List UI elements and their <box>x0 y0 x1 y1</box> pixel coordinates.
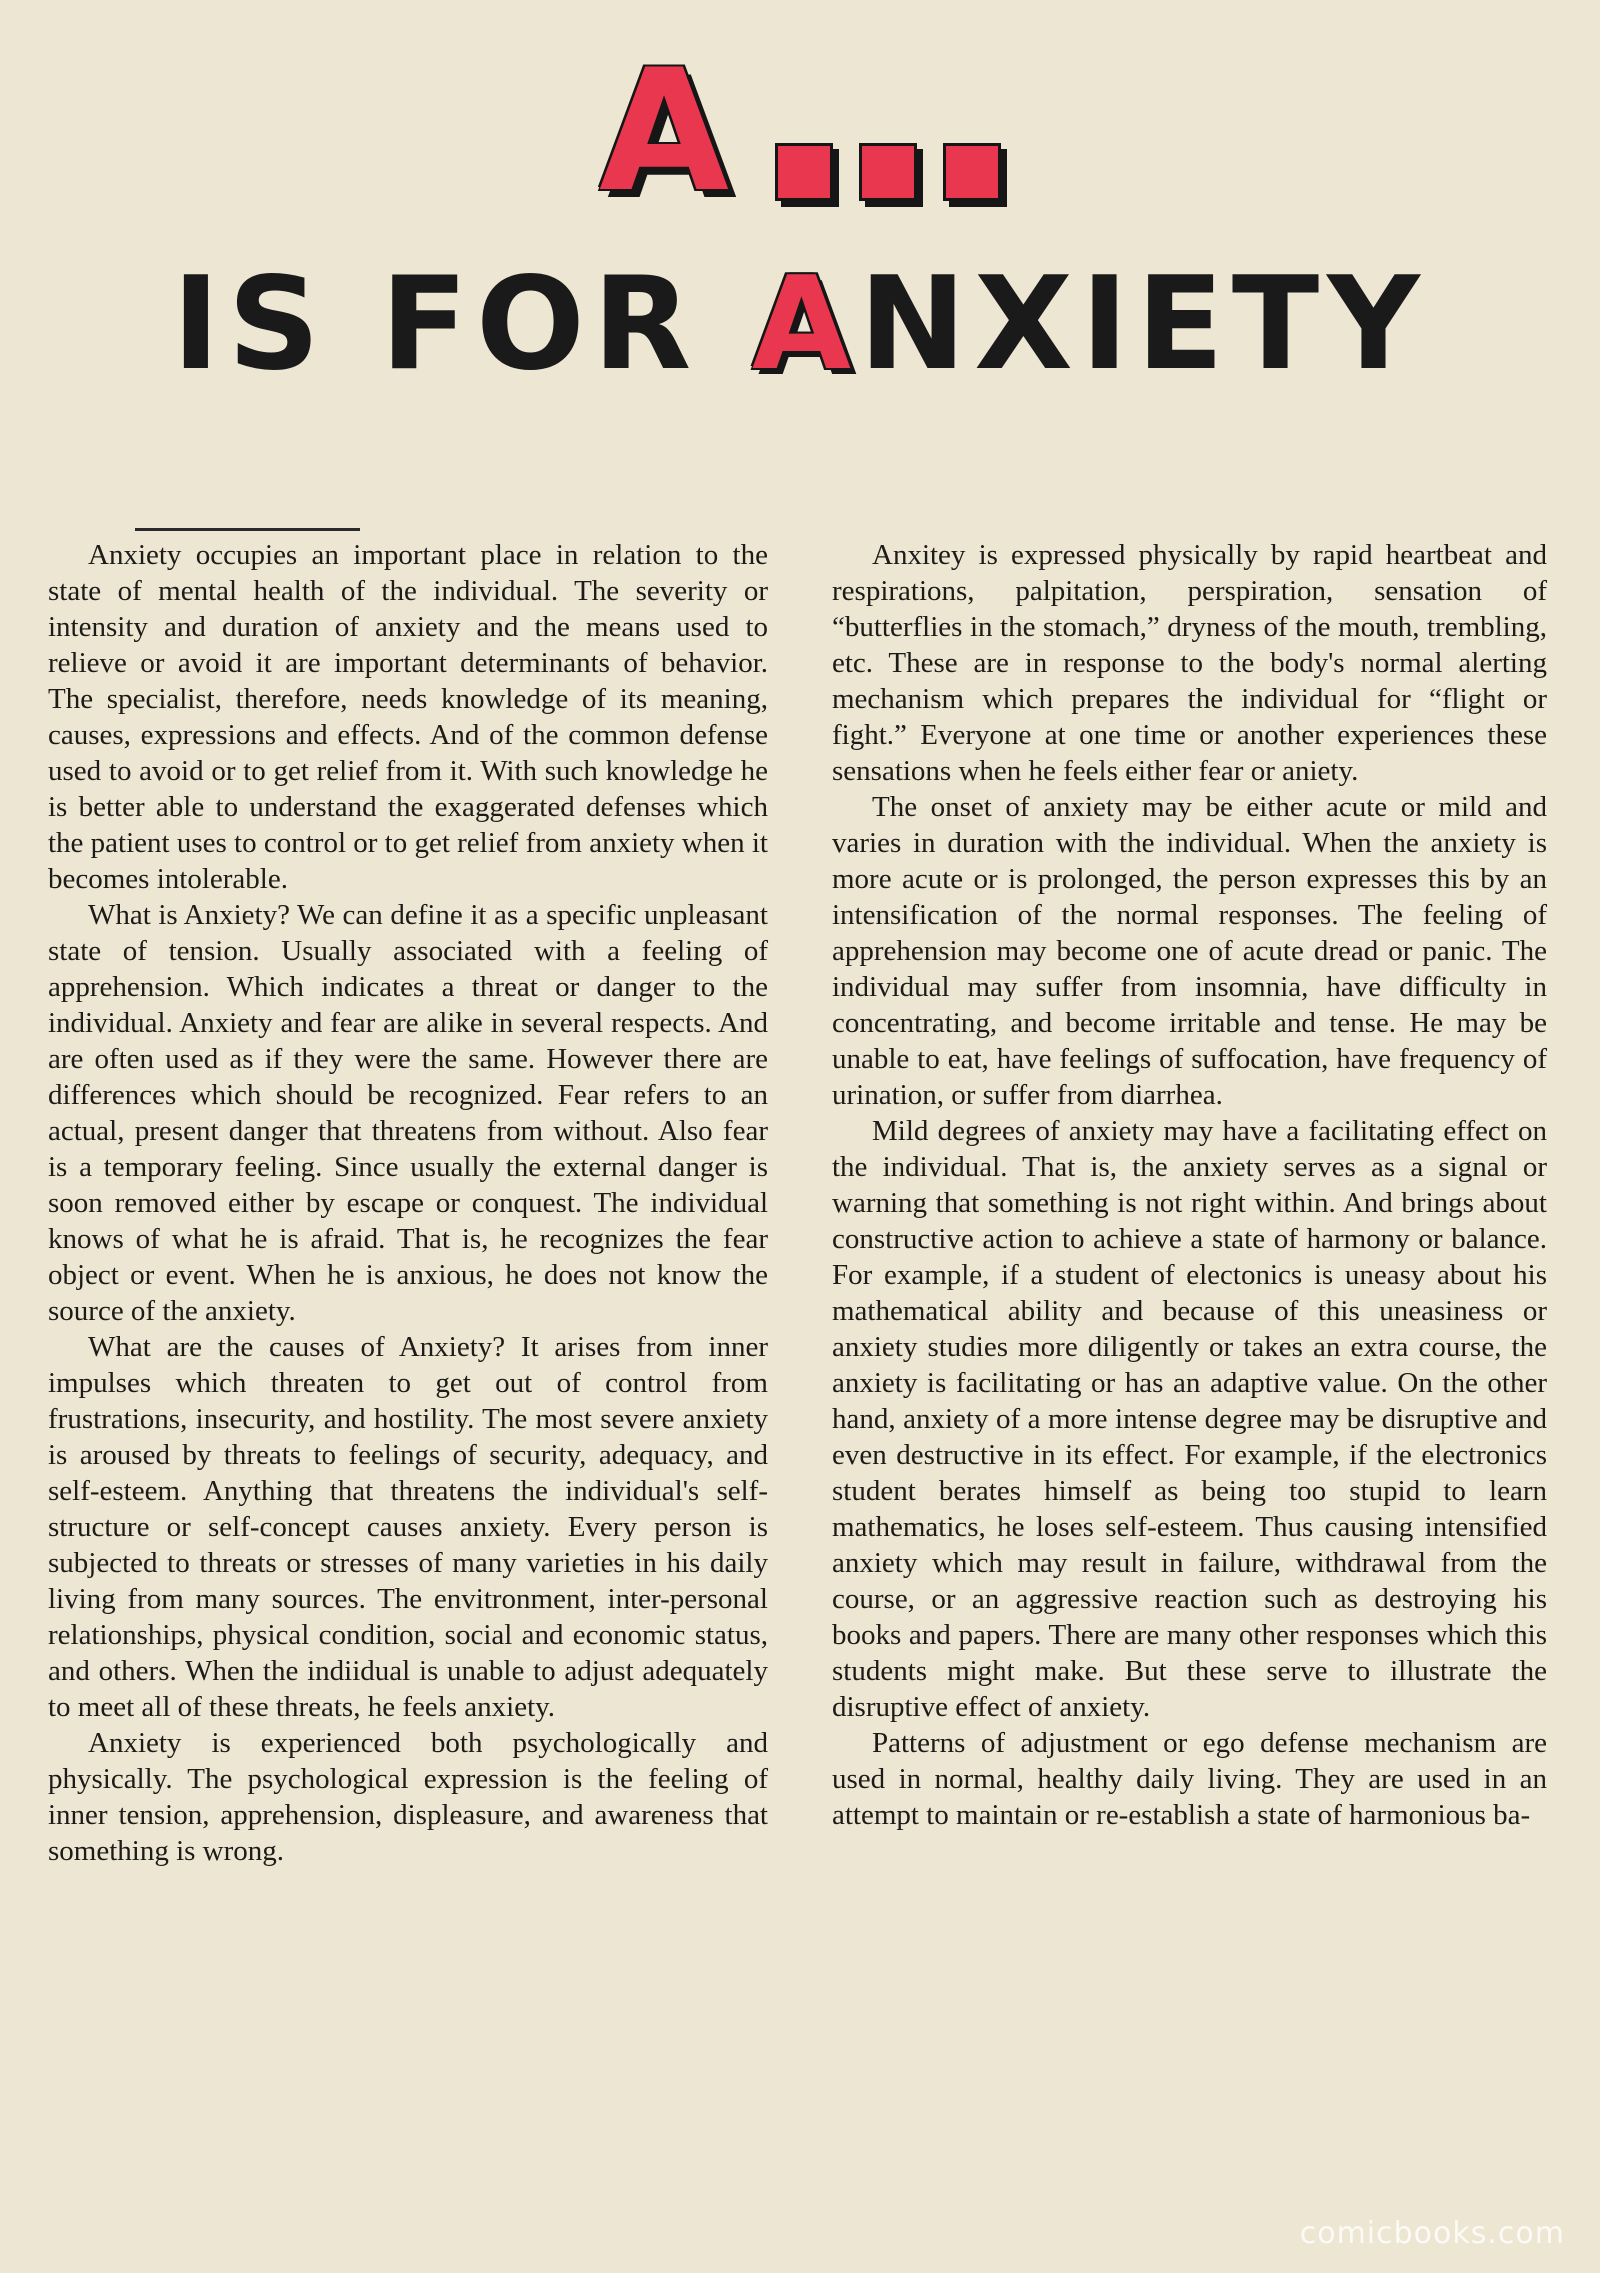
column-rule <box>135 528 360 531</box>
paragraph: Patterns of adjustment or ego defense mechanism are used in normal, healthy daily living. They are used in an attempt to maintain or re-establish a state of harmonious ba- <box>832 1727 1547 1831</box>
paragraph: Anxiety occupies an important place in relation to the state of mental health of the individual. The severity or intensity and duration of anxiety and the means used to relieve or avoid it are important determinants of behavior. The specialist, therefore, needs knowledge of its meaning, causes, expressions and effects. And of the common defense used to avoid or to get relief from it. With such knowledge he is better able to understand the exaggerated defenses which the patient uses to control or to get relief from anxiety when it becomes intolerable. <box>48 539 768 895</box>
watermark: comicbooks.com <box>1299 2216 1565 2251</box>
title-ellipsis <box>775 143 1001 201</box>
title-line-2 <box>0 250 1600 399</box>
title-red-letter: A <box>751 250 859 399</box>
paragraph: Mild degrees of anxiety may have a facilitating effect on the individual. That is, the anxiety serves as a signal or warning that something is not right within. And brings about constructive action to achieve a state of harmony or balance. For example, if a student of electonics is uneasy about his mathematical ability and because of this uneasiness or anxiety studies more diligently or takes an extra course, the anxiety is facilitating or has an adaptive value. On the other hand, anxiety of a more intense degree may be disruptive and even destructive in its effect. For example, if the electronics student berates himself as being too stupid to learn mathematics, he loses self-esteem. Thus causing intensified anxiety which may result in failure, withdrawal from the course, or an aggressive reaction such as destroying his books and papers. There are many other responses which this students might make. But these serve to illustrate the disruptive effect of anxiety. <box>832 1115 1547 1723</box>
ellipsis-dot <box>859 143 917 201</box>
paragraph: What is Anxiety? We can define it as a specific unpleasant state of tension. Usually associated with a feeling of apprehension. Which indicates a threat or danger to the individual. Anxiety and fear are alike in several respects. And are often used as if they were the same. However there are differences which should be recognized. Fear refers to an actual, present danger that threatens from without. Also fear is a temporary feeling. Since usually the external danger is soon removed either by escape or conquest. The individual knows of what he is afraid. That is, he recognizes the fear object or event. When he is anxious, he does not know the source of the anxiety. <box>48 899 768 1327</box>
paragraph: Anxitey is expressed physically by rapid heartbeat and respirations, palpitation, perspiration, sensation of “butterflies in the stomach,” dryness of the mouth, trembling, etc. These are in response to the body's normal alerting mechanism which prepares the individual for “flight or fight.” Everyone at one time or another experiences these sensations when he feels either fear or aniety. <box>832 539 1547 787</box>
paragraph: What are the causes of Anxiety? It arises from inner impulses which threaten to get out of control from frustrations, insecurity, and hostility. The most severe anxiety is aroused by threats to feelings of security, adequacy, and self-esteem. Anything that threatens the individual's self-structure or self-concept causes anxiety. Every person is subjected to threats or stresses of many varieties in his daily living from many sources. The envitronment, inter-personal relationships, physical condition, social and economic status, and others. When the indiidual is unable to adjust adequately to meet all of these threats, he feels anxiety. <box>48 1331 768 1723</box>
right-column <box>832 537 1547 1833</box>
left-column <box>48 537 768 1869</box>
title-prefix: IS FOR <box>172 250 752 399</box>
ellipsis-dot <box>943 143 1001 201</box>
paragraph: Anxiety is experienced both psychologically and physically. The psychological expression is the feeling of inner tension, apprehension, displeasure, and awareness that something is wrong. <box>48 1727 768 1867</box>
title-big-letter: A <box>598 33 730 229</box>
title-rest: NXIETY <box>858 250 1428 399</box>
title-line-1 <box>0 33 1600 229</box>
ellipsis-dot <box>775 143 833 201</box>
paragraph: The onset of anxiety may be either acute or mild and varies in duration with the individual. When the anxiety is more acute or is prolonged, the person expresses this by an intensification of the normal responses. The feeling of apprehension may become one of acute dread or panic. The individual may suffer from insomnia, have difficulty in concentrating, and become irritable and tense. He may be unable to eat, have feelings of suffocation, have frequency of urination, or suffer from diarrhea. <box>832 791 1547 1111</box>
